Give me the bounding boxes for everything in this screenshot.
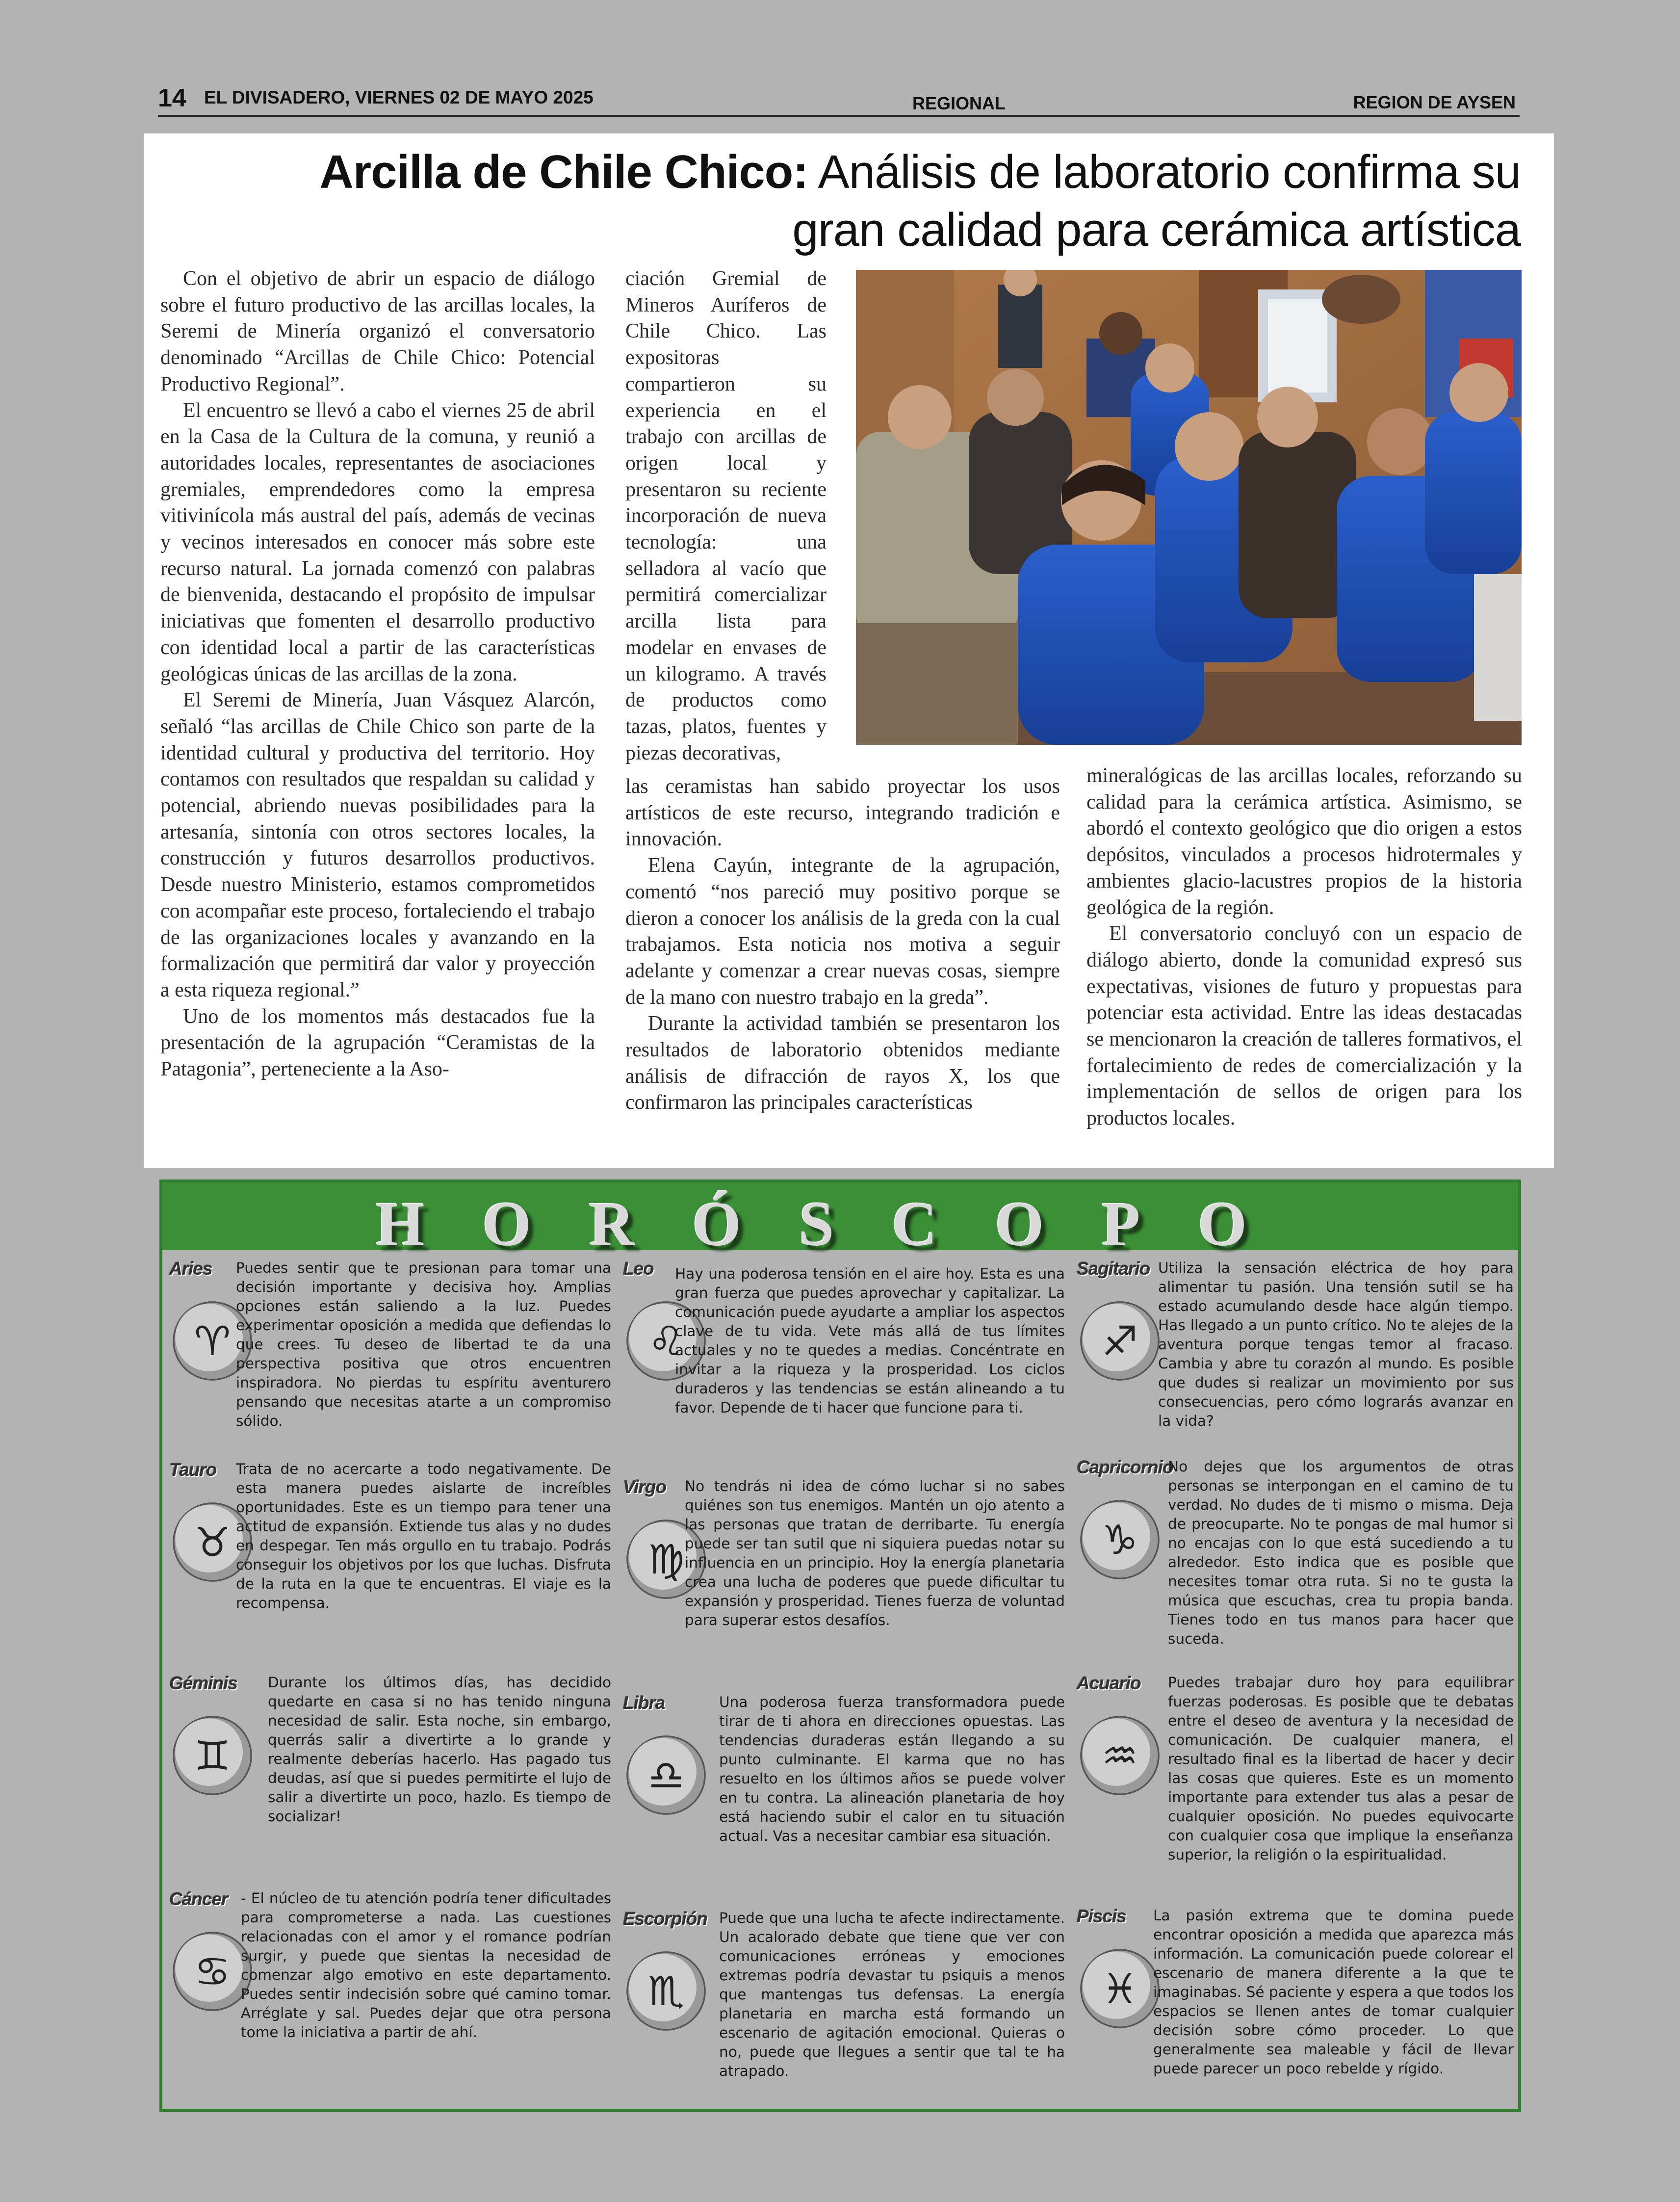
sign-libra — [616, 1693, 1067, 1889]
sign-name: Libra — [623, 1693, 665, 1713]
sign-text: Durante los últimos días, has decidido quedarte en casa si no has tenido ninguna necesidad de salir. Esta noche, sin embargo, querrás salir a divertirte a lo grande y realmente deberías hacerlo. Has pagado tus deudas, así que si puedes permitirte el lujo de salir a divertirte un poco, hazlo. Es tiempo de socializar! — [268, 1674, 611, 1825]
sign-piscis — [1070, 1906, 1521, 2102]
sign-virgo — [616, 1477, 1067, 1683]
article-photo — [856, 270, 1522, 745]
svg-text:♎: ♎ — [647, 1752, 685, 1800]
sagittarius-archer-icon — [1078, 1299, 1162, 1383]
article — [144, 133, 1554, 1168]
libra-scales-icon — [624, 1733, 708, 1817]
sign-aries — [162, 1258, 614, 1465]
svg-text:♓: ♓ — [1101, 1966, 1138, 2013]
section-label: REGIONAL — [912, 93, 1006, 113]
sign-name: Aries — [169, 1258, 212, 1279]
svg-text:♍: ♍ — [647, 1536, 685, 1584]
pisces-fish-icon — [1078, 1946, 1162, 2031]
svg-text:♋: ♋ — [194, 1948, 231, 1996]
region-label: REGION DE AYSEN — [1353, 92, 1516, 112]
svg-text:♌: ♌ — [647, 1318, 685, 1365]
article-column-2-narrow — [625, 266, 827, 766]
paragraph: Uno de los momentos más destacados fue la presentación de la agrupación “Ceramistas de la Patagonia”, perteneciente a la Aso- — [160, 1005, 595, 1081]
svg-text:♏: ♏ — [647, 1968, 685, 2016]
paragraph: las ceramistas han sabido proyectar los usos artísticos de este recurso, integrando tradición e innovación. — [625, 775, 1060, 851]
svg-text:♒: ♒ — [1101, 1732, 1138, 1780]
sign-name: Capricornio — [1077, 1457, 1173, 1477]
sign-tauro — [162, 1460, 614, 1656]
svg-text:♈: ♈ — [194, 1318, 231, 1365]
sign-acuario — [1070, 1673, 1521, 1899]
svg-text:♑: ♑ — [1101, 1517, 1138, 1564]
gemini-twins-icon — [170, 1713, 255, 1798]
horoscope-title: HORÓSCOPO — [375, 1189, 1305, 1259]
paragraph: Elena Cayún, integrante de la agrupación, comentó “nos pareció muy positivo porque se dieron a conocer los análisis de la greda con la cual trabajamos. Esta noticia nos motiva a seguir adelante y comenzar a crear nuevas cosas, siempre de la mano con nuestro trabajo en la greda”. — [625, 854, 1060, 1009]
article-column-1 — [160, 266, 595, 1083]
sign-text: Puedes trabajar duro hoy para equilibrar fuerzas poderosas. Es posible que te debatas entre el deseo de aventura y la necesidad de comunicación. De cualquier manera, el resultado final es la libertad de hacer y decir las cosas que quieres. Este es un momento importante para extender tus alas a pesar de cualquier oposición. No puedes equivocarte con cualquier cosa que implique la enseñanza superior, la religión o la espiritualidad. — [1168, 1674, 1514, 1863]
sign-cancer — [162, 1889, 614, 2095]
page-header — [158, 82, 1520, 117]
article-column-2-wide — [625, 774, 1060, 1116]
paragraph: El encuentro se llevó a cabo el viernes 25 de abril en la Casa de la Cultura de la comuna, y reunió a autoridades locales, representantes de asociaciones gremiales, emprendedores como la empresa vitivinícola más austral del país, además de vecinas y vecinos interesados en conocer más sobre este recurso natural. La jornada comenzó con palabras de bienvenida, destacando el propósito de impulsar iniciativas que fomenten el desarrollo productivo con identidad local a partir de las características geológicas únicas de las arcillas de la zona. — [160, 399, 595, 685]
aquarius-water-bearer-icon — [1078, 1713, 1162, 1798]
sign-name: Piscis — [1077, 1906, 1126, 1926]
sign-text: Trata de no acercarte a todo negativamente. De esta manera puedes aislarte de increíbles oportunidades. Este es un tiempo para tener una actitud de expansión. Extiende tus alas y no dudes en despegar. Ten más orgullo en tu trabajo. Podrás conseguir los objetivos por los que luchas. Disfruta de la ruta en la que te encuentras. El viaje es la recompensa. — [236, 1461, 611, 1611]
sign-escorpion — [616, 1909, 1067, 2105]
sign-text: La pasión extrema que te domina puede encontrar oposición a medida que aparezca más información. La comunicación puede colorear el escenario de manera diferente a la que te imaginabas. Sé paciente y espera a que todos los espacios se llenen antes de tomar cualquier decisión sobre cómo proceder. Lo que generalmente sea maleable y fácil de llevar puede parecer un poco rebelde y rígido. — [1153, 1907, 1514, 2077]
sign-name: Escorpión — [623, 1909, 707, 1929]
headline-rest: Análisis de laboratorio confirma su gran calidad para cerámica artística — [792, 146, 1521, 256]
paragraph: Durante la actividad también se presentaron los resultados de laboratorio obtenidos mediante análisis de difracción de rayos X, los que confirmaron las principales características — [625, 1012, 1060, 1114]
svg-text:♉: ♉ — [194, 1519, 231, 1567]
paragraph: El Seremi de Minería, Juan Vásquez Alarcón, señaló “las arcillas de Chile Chico son parte de la identidad cultural y productiva del territorio. Hoy contamos con resultados que respaldan su calidad y potencial, abriendo nuevas posibilidades para la artesanía, sintonía con otros sectores locales, la construcción y futuros desarrollos productivos. Desde nuestro Ministerio, estamos comprometidos con acompañar este proceso, fortaleciendo el trabajo de las organizaciones locales y avanzando en la formalización que permitirá dar valor y proyección a esta riqueza regional.” — [160, 689, 595, 1001]
sign-name: Virgo — [623, 1477, 667, 1497]
sign-name: Acuario — [1077, 1673, 1141, 1693]
scorpio-scorpion-icon — [624, 1949, 708, 2033]
headline-bold: Arcilla de Chile Chico: — [319, 146, 808, 198]
article-column-3 — [1086, 763, 1522, 1132]
paragraph: ciación Gremial de Mineros Auríferos de Chile Chico. Las expositoras compartieron su experiencia en el trabajo con arcillas de origen local y presentaron su reciente incorporación de nueva tecnología: una selladora al vacío que permitirá comercializar arcilla lista para modelar en envases de un kilogramo. A través de productos como tazas, platos, fuentes y piezas decorativas, — [625, 267, 827, 764]
paragraph: mineralógicas de las arcillas locales, reforzando su calidad para la cerámica artística. Asimismo, se abordó el contexto geológico que dio origen a estos depósitos, vinculados a procesos hidrotermales y ambientes glacio-lacustres propios de la historia geológica de la región. — [1086, 764, 1522, 919]
sign-name: Sagitario — [1077, 1258, 1150, 1279]
paragraph: El conversatorio concluyó con un espacio de diálogo abierto, donde la comunidad expresó sus expectativas, visiones de futuro y propuestas para potenciar esta actividad. Entre las ideas destacadas se mencionaron la creación de talleres formativos, el fortalecimiento de redes de comercialización y la implementación de sellos de origen para los productos locales. — [1086, 922, 1522, 1130]
sign-name: Cáncer — [169, 1889, 228, 1909]
sign-text: No dejes que los argumentos de otras personas se interpongan en el camino de tu verdad. No dudes de ti mismo o misma. Deja de preocuparte. No te pongas de mal humor si no encajas con lo que está sucediendo a tu alrededor. Esto indica que es posible que necesites tomar otra ruta. Si no te gusta la música que escuchas, crea tu propia banda. Tienes todo en tus manos para hacer que suceda. — [1168, 1458, 1514, 1647]
headline — [245, 143, 1521, 259]
sign-text: Una poderosa fuerza transformadora puede tirar de ti ahora en direcciones opuestas. Las tendencias duraderas están llegando a su punto culminante. El karma que no has resuelto en los últimos años se puede volver en tu contra. La alineación planetaria de hoy está haciendo subir el calor en tu situación actual. Vas a necesitar cambiar esa situación. — [719, 1694, 1065, 1844]
newspaper-date: EL DIVISADERO, VIERNES 02 DE MAYO 2025 — [204, 87, 594, 107]
paragraph: Con el objetivo de abrir un espacio de diálogo sobre el futuro productivo de las arcillas locales, la Seremi de Minería organizó el conversatorio denominado “Arcillas de Chile Chico: Potencial Productivo Regional”. — [160, 267, 595, 395]
capricorn-goat-icon — [1078, 1497, 1162, 1582]
svg-text:♊: ♊ — [194, 1732, 231, 1780]
sign-sagitario — [1070, 1258, 1521, 1465]
horoscope-section — [159, 1180, 1521, 2112]
svg-text:♐: ♐ — [1101, 1318, 1138, 1365]
sign-text: Hay una poderosa tensión en el aire hoy. Esta es una gran fuerza que puedes aprovechar y capitalizar. La comunicación puede ayudarte a ampliar los aspectos clave de tu vida. Vete más allá de tus límites actuales y no te quedes a medias. Concéntrate en invitar a la riqueza y la prosperidad. Los ciclos duraderos y las tendencias se están alineando a tu favor. Depende de ti hacer que funcione para ti. — [675, 1265, 1065, 1416]
sign-text: Puedes sentir que te presionan para tomar una decisión importante y decisiva hoy. Amplias opciones están saliendo a la luz. Puedes experimentar oposición a medida que defiendas lo que crees. Tu deseo de libertad te da una perspectiva positiva que otros encuentren inspiradora. No pierdas tu espíritu aventurero pensando que necesitas atarte a un compromiso sólido. — [236, 1259, 611, 1429]
sign-name: Tauro — [169, 1460, 217, 1480]
sign-text: Puede que una lucha te afecte indirectamente. Un acalorado debate que tiene que ver con comunicaciones erróneas y emociones extremas podría devastar tu psiquis a menos que mantengas tus defensas. La energía planetaria en marcha está formando un escenario de agitación emocional. Quieras o no, puede que llegues a sentir que tal te ha atrapado. — [719, 1910, 1065, 2079]
sign-name: Géminis — [169, 1673, 237, 1693]
sign-name: Leo — [623, 1258, 654, 1279]
sign-text: Utiliza la sensación eléctrica de hoy para alimentar tu pasión. Una tensión sutil se ha estado acumulando desde hace algún tiempo. Has llegado a un punto crítico. No te alejes de la aventura porque tengas temor al fracaso. Cambia y abre tu corazón al mundo. Es posible que dudes si realizar un movimiento por sus consecuencias, pero cómo lograrás avanzar en la vida? — [1158, 1259, 1514, 1429]
sign-leo — [616, 1258, 1067, 1465]
sign-capricornio — [1070, 1457, 1521, 1663]
sign-geminis — [162, 1673, 614, 1879]
page-number: 14 — [158, 84, 186, 112]
sign-text: No tendrás ni idea de cómo luchar si no sabes quiénes son tus enemigos. Mantén un ojo atento a las personas que tratan de derribarte. Tu energía puede ser tan sutil que ni siquiera puedas notar su influencia en un principio. Hoy la energía planetaria crea una lucha de poderes que puede dificultar tu expansión y prosperidad. Tienes fuerza de voluntad para superar estos desafíos. — [685, 1478, 1065, 1628]
sign-text: - El núcleo de tu atención podría tener dificultades para comprometerse a nada. Las cuestiones relacionadas con el amor y el romance podrían surgir, y puede que sientas la necesidad de comenzar algo emotivo en este departamento. Puedes sentir indecisión sobre qué camino tomar. Arréglate y sal. Puedes dejar que otra persona tome la iniciativa a partir de ahí. — [241, 1890, 611, 2041]
